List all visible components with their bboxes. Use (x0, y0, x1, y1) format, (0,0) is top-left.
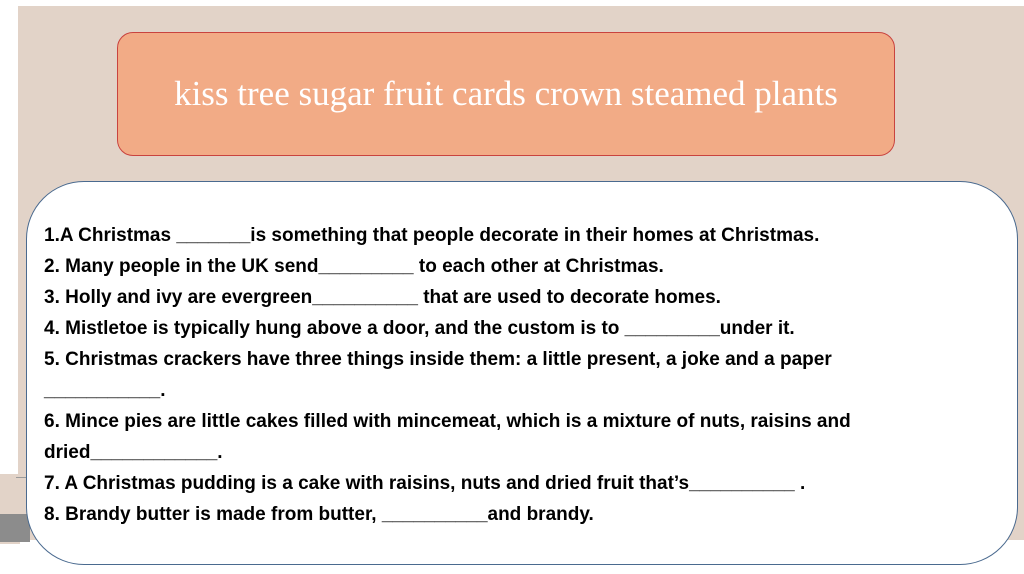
question-line: ___________. (44, 380, 166, 401)
question-line: 7. A Christmas pudding is a cake with raisins, nuts and dried fruit that’s__________ . (44, 473, 806, 494)
question-line: 6. Mince pies are little cakes filled with mincemeat, which is a mixture of nuts, raisins and (44, 411, 851, 432)
question-line: 5. Christmas crackers have three things inside them: a little present, a joke and a paper (44, 349, 832, 370)
divider-line (16, 477, 26, 478)
question-line: dried____________. (44, 442, 223, 463)
question-line: 4. Mistletoe is typically hung above a door, and the custom is to _________under it. (44, 318, 795, 339)
corner-block (0, 514, 30, 542)
word-bank-box (117, 32, 895, 156)
question-line: 1.A Christmas _______is something that people decorate in their homes at Christmas. (44, 225, 820, 246)
question-line: 2. Many people in the UK send_________ to each other at Christmas. (44, 256, 664, 277)
question-line: 3. Holly and ivy are evergreen__________ that are used to decorate homes. (44, 287, 721, 308)
word-bank-text: kiss tree sugar fruit cards crown steamed plants (174, 74, 838, 113)
question-line: 8. Brandy butter is made from butter, __________and brandy. (44, 504, 594, 525)
question-list (44, 220, 1004, 530)
